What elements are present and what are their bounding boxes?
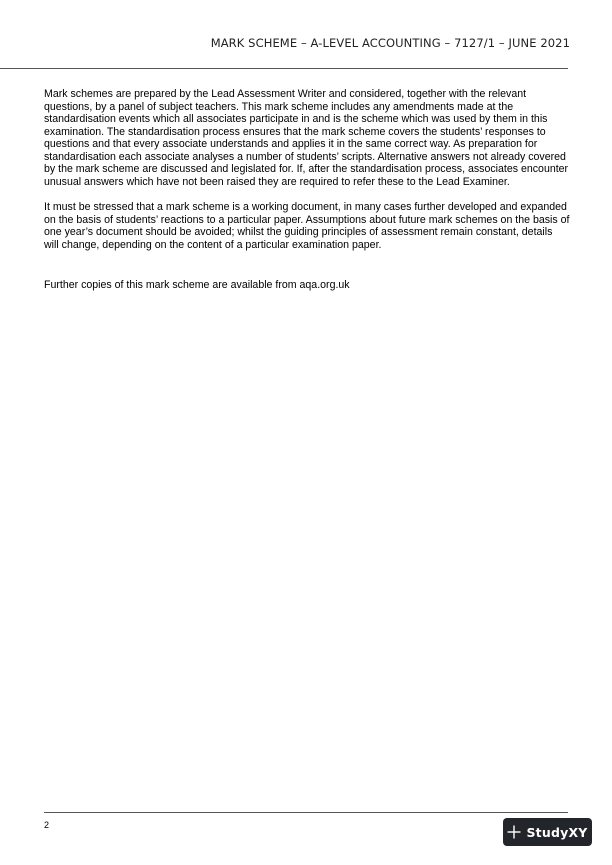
plus-icon bbox=[507, 825, 521, 839]
page-header-title: MARK SCHEME – A-LEVEL ACCOUNTING – 7127/1 – JUNE 2021 bbox=[210, 36, 570, 50]
brand-name: StudyXY bbox=[526, 824, 588, 840]
header-divider bbox=[0, 68, 568, 69]
studyxy-logo-badge[interactable] bbox=[503, 818, 592, 846]
footer-divider bbox=[44, 812, 568, 813]
paragraph-working-document: It must be stressed that a mark scheme is a working document, in many cases further developed and expanded on the basis of students’ reactions to a particular paper. Assumptions about future mark schemes on the basis of one year’s document should be avoided; whilst the guiding principles of assessment remain constant, details will change, depending on the content of a particular examination paper. bbox=[44, 201, 570, 251]
document-body bbox=[44, 88, 570, 305]
page-number: 2 bbox=[44, 820, 50, 830]
paragraph-preparation: Mark schemes are prepared by the Lead Assessment Writer and considered, together with the relevant questions, by a panel of subject teachers. This mark scheme includes any amendments made at the standardisation events which all associates participate in and is the scheme which was used by them in this examination. The standardisation process ensures that the mark scheme covers the students’ responses to questions and that every associate understands and applies it in the same correct way. As preparation for standardisation each associate analyses a number of students’ scripts. Alternative answers not already covered by the mark scheme are discussed and legislated for. If, after the standardisation process, associates encounter unusual answers which have not been raised they are required to refer these to the Lead Examiner. bbox=[44, 88, 569, 188]
paragraph-further-copies: Further copies of this mark scheme are available from aqa.org.uk bbox=[44, 279, 350, 291]
